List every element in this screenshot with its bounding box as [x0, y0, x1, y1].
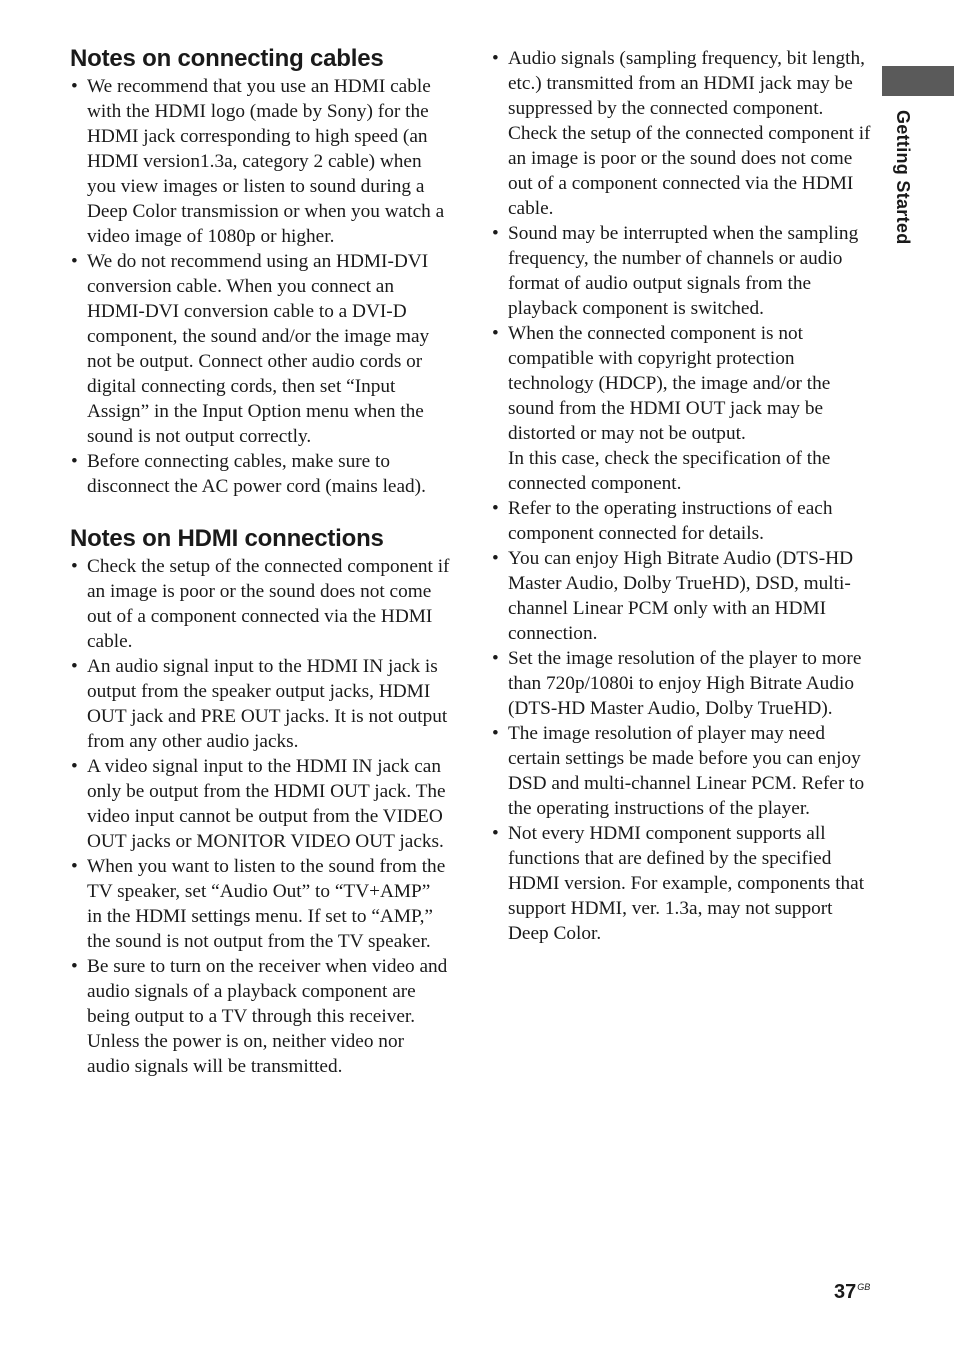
heading-hdmi-connections: Notes on HDMI connections	[70, 525, 384, 552]
page-number	[834, 1281, 870, 1304]
list-item: • Before connecting cables, make sure to disconnect the AC power cord (mains lead).	[70, 449, 450, 499]
list-item: • Not every HDMI component supports all functions that are defined by the specified HDMI version. For example, components that support HDMI, ver. 1.3a, may not support Deep Color.	[491, 821, 873, 946]
list-item: • A video signal input to the HDMI IN jack can only be output from the HDMI OUT jack. The video input cannot be output from the VIDEO OUT jacks or MONITOR VIDEO OUT jacks.	[70, 754, 450, 854]
list-item: • Check the setup of the connected component if an image is poor or the sound does not come out of a component connected via the HDMI cable.	[70, 554, 450, 654]
list-item: • An audio signal input to the HDMI IN jack is output from the speaker output jacks, HDMI OUT jack and PRE OUT jacks. It is not output from any other audio jacks.	[70, 654, 450, 754]
section-tab	[882, 66, 954, 96]
list-item: • The image resolution of player may need certain settings be made before you can enjoy DSD and multi-channel Linear PCM. Refer to the operating instructions of the player.	[491, 721, 873, 821]
list-item: • Set the image resolution of the player to more than 720p/1080i to enjoy High Bitrate Audio (DTS-HD Master Audio, Dolby TrueHD).	[491, 646, 873, 721]
list-item: • Sound may be interrupted when the sampling frequency, the number of channels or audio format of audio output signals from the playback component is switched.	[491, 221, 873, 321]
list-item: • You can enjoy High Bitrate Audio (DTS-HD Master Audio, Dolby TrueHD), DSD, multi-channel Linear PCM only with an HDMI connection.	[491, 546, 873, 646]
cable-notes-list	[70, 74, 450, 499]
list-item	[491, 321, 873, 496]
list-item-extra: In this case, check the specification of the connected component.	[508, 448, 831, 494]
heading-connecting-cables: Notes on connecting cables	[70, 45, 384, 72]
list-item-text: When the connected component is not compatible with copyright protection technology (HDCP), the image and/or the sound from the HDMI OUT jack may be distorted or may not be output.	[508, 323, 831, 444]
left-column	[70, 44, 450, 1079]
list-item: • When you want to listen to the sound from the TV speaker, set “Audio Out” to “TV+AMP” in the HDMI settings menu. If set to “AMP,” the sound is not output from the TV speaker.	[70, 854, 450, 954]
hdmi-notes-list-continued	[491, 46, 873, 946]
list-item: • Be sure to turn on the receiver when video and audio signals of a playback component are being output to a TV through this receiver. Unless the power is on, neither video nor audio signals will be transmitted.	[70, 954, 450, 1079]
hdmi-notes-list	[70, 554, 450, 1079]
list-item: • We recommend that you use an HDMI cable with the HDMI logo (made by Sony) for the HDMI jack corresponding to high speed (an HDMI version1.3a, category 2 cable) when you view images or listen to sound during a Deep Color transmission or when you watch a video image of 1080p or higher.	[70, 74, 450, 249]
list-item: • Refer to the operating instructions of each component connected for details.	[491, 496, 873, 546]
list-item: • We do not recommend using an HDMI-DVI conversion cable. When you connect an HDMI-DVI conversion cable to a DVI-D component, the sound and/or the image may not be output. Connect other audio cords or digital connecting cords, then set “Input Assign” in the Input Option menu when the sound is not output correctly.	[70, 249, 450, 449]
page-number-value: 37	[834, 1281, 857, 1303]
page-number-suffix: GB	[857, 1282, 871, 1292]
list-item: • Audio signals (sampling frequency, bit length, etc.) transmitted from an HDMI jack may be suppressed by the connected component. Check the setup of the connected component if an image is poor or the sound does not come out of a component connected via the HDMI cable.	[491, 46, 873, 221]
right-column	[491, 46, 873, 946]
section-label: Getting Started	[893, 110, 913, 245]
